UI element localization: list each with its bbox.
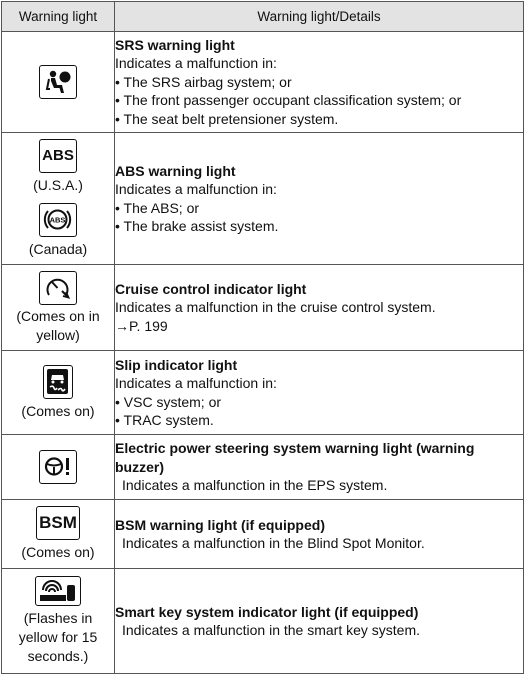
warning-light-table (1, 1, 524, 674)
icon-caption: (Comes on) (21, 544, 95, 560)
icon-caption: (Comes on) (21, 402, 95, 419)
icon-caption: (Comes on in (16, 307, 100, 324)
detail-line: • The front passenger occupant classification system; or (115, 92, 462, 109)
detail-line: Indicates a malfunction in the Blind Spot Monitor. (122, 535, 425, 551)
icon-cell (2, 569, 115, 674)
detail-cell (115, 133, 524, 265)
icon-caption: yellow) (36, 326, 80, 343)
slip-indicator-icon (43, 365, 73, 399)
detail-line: • VSC system; or (115, 393, 222, 410)
abs-circle-label: ABS (49, 215, 66, 224)
icon-cell (2, 265, 115, 351)
bsm-text-icon: BSM (36, 506, 80, 540)
detail-cell (115, 500, 524, 569)
icon-cell (2, 133, 115, 265)
row-title: ABS warning light (115, 162, 236, 179)
table-header-row (2, 2, 524, 32)
detail-line: • TRAC system. (115, 412, 214, 428)
icon-cell (2, 435, 115, 500)
detail-line: Indicates a malfunction in the smart key system. (122, 622, 421, 638)
detail-line: • The brake assist system. (115, 218, 279, 234)
detail-line: • The SRS airbag system; or (115, 73, 292, 90)
icon-cell (2, 351, 115, 435)
detail-line: Indicates a malfunction in: (115, 181, 277, 197)
detail-cell (115, 351, 524, 435)
detail-cell (115, 569, 524, 674)
table-row (2, 265, 524, 351)
detail-line: Indicates a malfunction in: (115, 375, 277, 391)
header-details: Warning light/Details (115, 2, 524, 32)
icon-cell (2, 32, 115, 133)
icon-cell (2, 500, 115, 569)
detail-cell (115, 435, 524, 500)
icon-caption: yellow for 15 (18, 629, 98, 645)
row-title: BSM warning light (if equipped) (115, 516, 325, 533)
detail-cell (115, 32, 524, 133)
table-row (2, 351, 524, 435)
icon-caption: seconds.) (27, 648, 89, 664)
row-title: Smart key system indicator light (if equipped) (115, 603, 419, 620)
table-row (2, 569, 524, 674)
detail-line: Indicates a malfunction in the cruise control system. (115, 299, 436, 316)
detail-line: Indicates a malfunction in the EPS system. (122, 477, 388, 494)
row-title: Cruise control indicator light (115, 280, 307, 297)
table-row (2, 32, 524, 133)
cruise-control-icon (39, 271, 77, 305)
icon-caption: (Canada) (28, 240, 88, 257)
icon-caption: (U.S.A.) (33, 176, 83, 193)
table-row (2, 435, 524, 500)
detail-cell (115, 265, 524, 351)
detail-line: →P. 199 (115, 317, 168, 334)
row-title: Slip indicator light (115, 356, 238, 373)
row-title: buzzer) (115, 458, 164, 475)
row-title: SRS warning light (115, 36, 235, 53)
detail-line: • The seat belt pretensioner system. (115, 110, 339, 127)
header-warning-light: Warning light (2, 2, 115, 32)
table-row (2, 133, 524, 265)
power-steering-icon (39, 450, 77, 484)
smart-key-icon (35, 576, 81, 606)
icon-caption: (Flashes in (23, 610, 93, 626)
row-title: Electric power steering system warning light (warning (115, 440, 475, 457)
abs-circle-icon (39, 203, 77, 237)
srs-airbag-icon (39, 65, 77, 99)
detail-line: Indicates a malfunction in: (115, 55, 277, 72)
table-row (2, 500, 524, 569)
abs-text-icon: ABS (39, 139, 77, 173)
detail-line: • The ABS; or (115, 199, 200, 216)
